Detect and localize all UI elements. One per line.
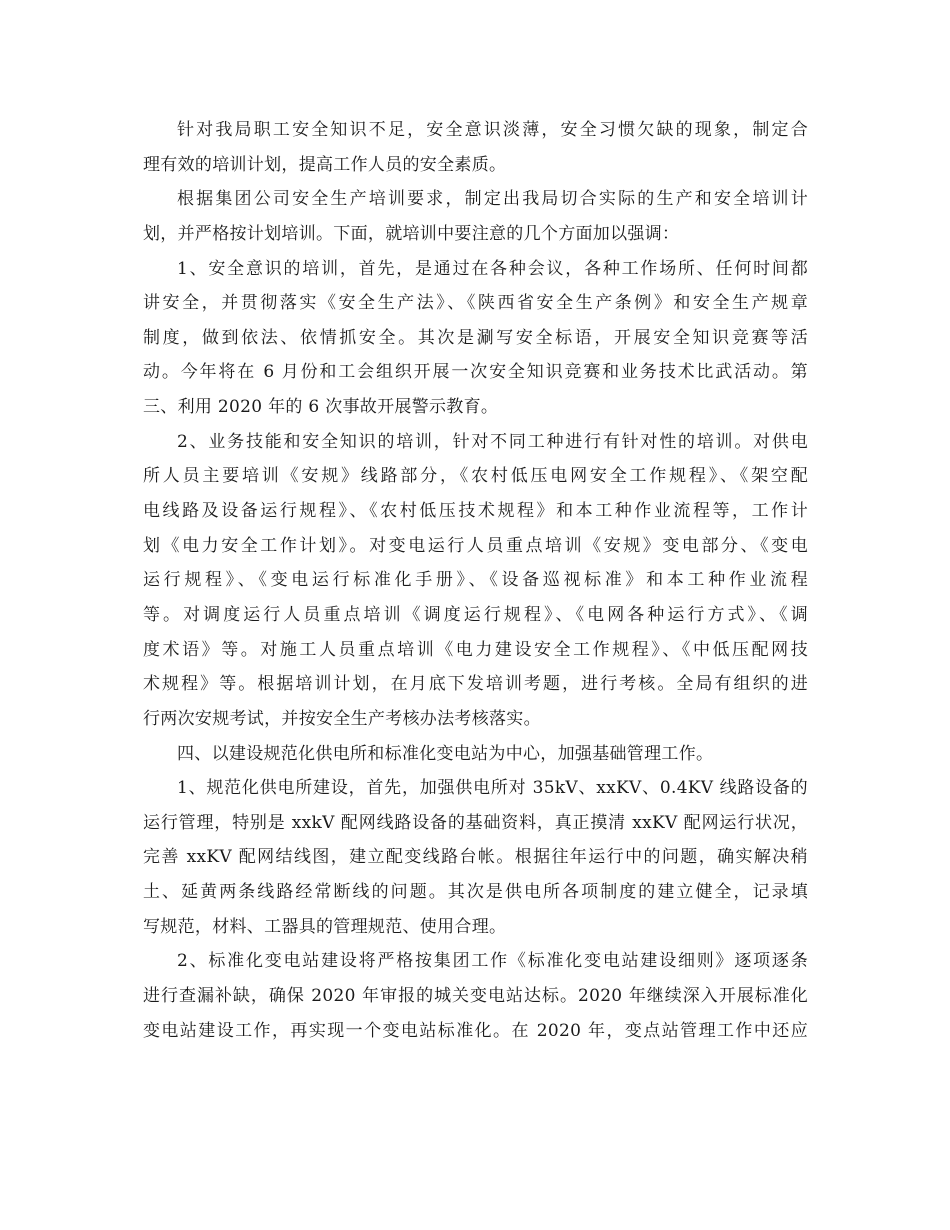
text-line: 写规范，材料、工器具的管理规范、使用合理。 <box>143 916 507 937</box>
text-line: 进行查漏补缺，确保 2020 年审报的城关变电站达标。2020 年继续深入开展标准化 <box>143 986 808 1007</box>
text-line: 术规程》等。根据培训计划，在月底下发培训考题，进行考核。全局有组织的进 <box>143 674 808 695</box>
document-body <box>143 113 808 1048</box>
text-line: 制度，做到依法、依情抓安全。其次是涮写安全标语，开展安全知识竞赛等活 <box>143 327 808 348</box>
text-line: 电线路及设备运行规程》、《农村低压技术规程》和本工种作业流程等，工作计 <box>143 501 808 522</box>
text-line: 三、利用 2020 年的 6 次事故开展警示教育。 <box>143 397 499 418</box>
text-line: 运行规程》、《变电运行标准化手册》、《设备巡视标准》和本工种作业流程 <box>143 570 808 591</box>
text-line: 所人员主要培训《安规》线路部分，《农村低压电网安全工作规程》、《架空配 <box>143 466 808 487</box>
text-line: 1、安全意识的培训，首先，是通过在各种会议，各种工作场所、任何时间都 <box>177 258 808 279</box>
text-line: 度术语》等。对施工人员重点培训《电力建设安全工作规程》、《中低压配网技 <box>143 639 808 660</box>
text-line: 土、延黄两条线路经常断线的问题。其次是供电所各项制度的建立健全，记录填 <box>143 882 808 903</box>
text-line: 1、规范化供电所建设，首先，加强供电所对 35kV、xxKV、0.4KV 线路设备的 <box>177 778 808 799</box>
text-line: 变电站建设工作，再实现一个变电站标准化。在 2020 年，变点站管理工作中还应 <box>143 1020 808 1041</box>
text-line: 行两次安规考试，并按安全生产考核办法考核落实。 <box>143 708 541 729</box>
text-line: 2、业务技能和安全知识的培训，针对不同工种进行有针对性的培训。对供电 <box>177 431 808 452</box>
text-line: 运行管理，特别是 xxkV 配网线路设备的基础资料，真正摸清 xxKV 配网运行状况， <box>143 812 808 833</box>
text-line: 讲安全，并贯彻落实《安全生产法》、《陕西省安全生产条例》和安全生产规章 <box>143 293 808 314</box>
text-line: 等。对调度运行人员重点培训《调度运行规程》、《电网各种运行方式》、《调 <box>143 604 808 625</box>
text-line: 动。今年将在 6 月份和工会组织开展一次安全知识竞赛和业务技术比武活动。第 <box>143 362 808 383</box>
text-line: 根据集团公司安全生产培训要求，制定出我局切合实际的生产和安全培训计 <box>177 189 808 210</box>
text-line: 理有效的培训计划，提高工作人员的安全素质。 <box>143 154 507 175</box>
text-line: 2、标准化变电站建设将严格按集团工作《标准化变电站建设细则》逐项逐条 <box>177 951 808 972</box>
text-line: 划，并严格按计划培训。下面，就培训中要注意的几个方面加以强调： <box>143 223 680 244</box>
text-line: 划《电力安全工作计划》。对变电运行人员重点培训《安规》变电部分、《变电 <box>143 535 808 556</box>
text-line: 针对我局职工安全知识不足，安全意识淡薄，安全习惯欠缺的现象，制定合 <box>177 120 808 140</box>
text-line: 四、以建设规范化供电所和标准化变电站为中心，加强基础管理工作。 <box>177 743 714 764</box>
text-line: 完善 xxKV 配网结线图，建立配变线路台帐。根据往年运行中的问题，确实解决稍 <box>143 847 808 868</box>
